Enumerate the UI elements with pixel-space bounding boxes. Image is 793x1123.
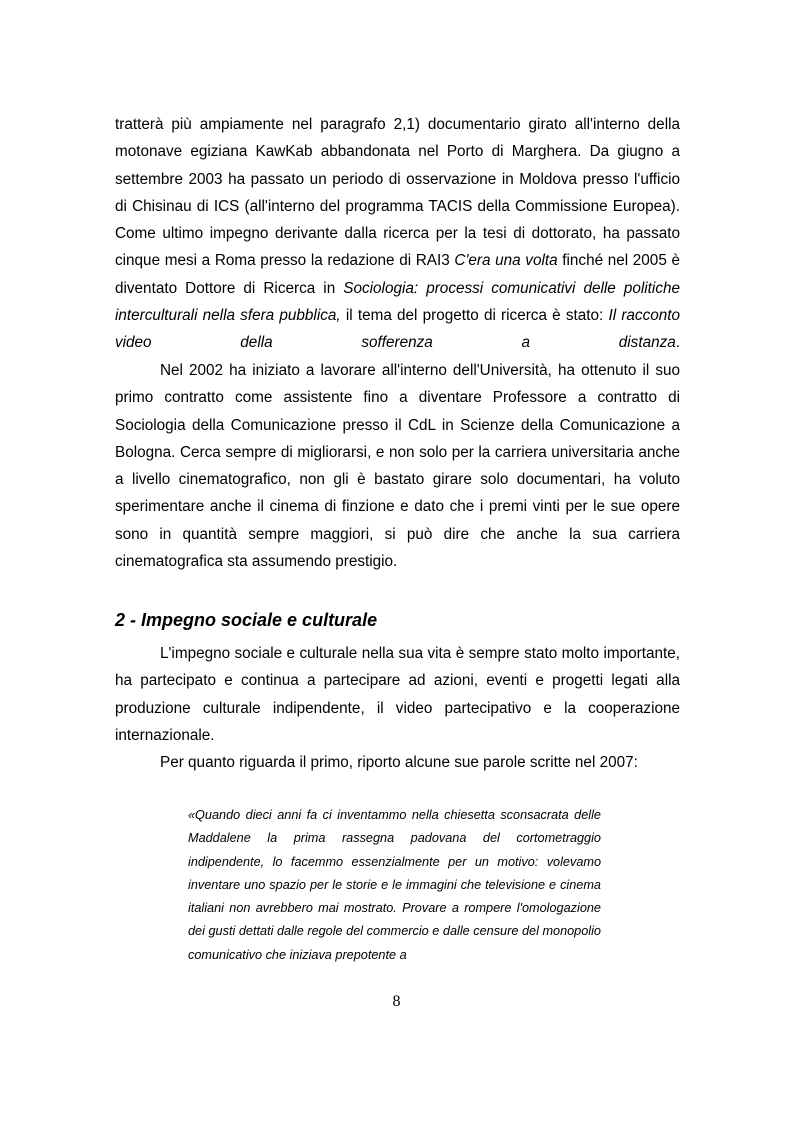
section-heading: 2 - Impegno sociale e culturale [115,610,378,630]
paragraph-career [115,111,680,357]
doctorate-title: Sociologia: processi comunicativi delle politiche interculturali nella sfera pubblica, [115,279,680,325]
paragraph-social-commitment: L'impegno sociale e culturale nella sua vita è sempre stato molto importante, ha partecipato e continua a partecipare ad azioni, eventi e progetti legati alla produzione culturale indipendente, il video partecipativo e la cooperazione internazionale. [115,645,680,744]
paragraph-university: Nel 2002 ha iniziato a lavorare all'interno dell'Università, ha ottenuto il suo primo contratto come assistente fino a diventare Professore a contratto di Sociologia della Comunicazione presso il CdL in Scienze della Comunicazione a Bologna. Cerca sempre di migliorarsi, e non solo per la carriera universitaria anche a livello cinematografico, non gli è bastato girare solo documentari, ha voluto sperimentare anche il cinema di finzione e dato che i premi vinti per le sue opere sono in quantità sempre maggiori, si può dire che anche la sua carriera cinematografica sta assumendo prestigio. [115,362,680,571]
project-title: Il racconto video della sofferenza a distanza [115,307,681,352]
paragraph-text: tratterà più ampiamente nel paragrafo 2,1) documentario girato all'interno della motonave egiziana KawKab abbandonata nel Porto di Marghera. Da giugno a settembre 2003 ha passato un periodo di osservazione in Moldova presso l'ufficio di Chisinau di ICS (all'interno del programma TACIS della Commissione Europea). Come ultimo impegno derivante dalla ricerca per la tesi di dottorato, ha passato cinque mesi a Roma presso la redazione di RAI3 [115,116,680,270]
block-quote: «Quando dieci anni fa ci inventammo nella chiesetta sconsacrata delle Maddalene la prima rassegna padovana del cortometraggio indipendente, lo facemmo essenzialmente per un motivo: volevamo inventare uno spazio per le storie e le immagini che televisione e cinema italiani non avrebbero mai mostrato. Provare a rompere l'omologazione dei gusti dettati dalle regole del commercio e dalle censure del monopolio comunicativo che iniziava prepotente a [188,808,601,962]
page-number: 8 [392,993,401,1010]
paragraph-text: . [675,334,680,352]
paragraph-quote-intro: Per quanto riguarda il primo, riporto alcune sue parole scritte nel 2007: [160,754,638,771]
paragraph-text: finché nel 2005 è diventato Dottore di Ricerca in [115,252,680,297]
paragraph-text: il tema del progetto di ricerca è stato: [340,307,609,325]
program-title: C'era una volta [454,252,558,270]
